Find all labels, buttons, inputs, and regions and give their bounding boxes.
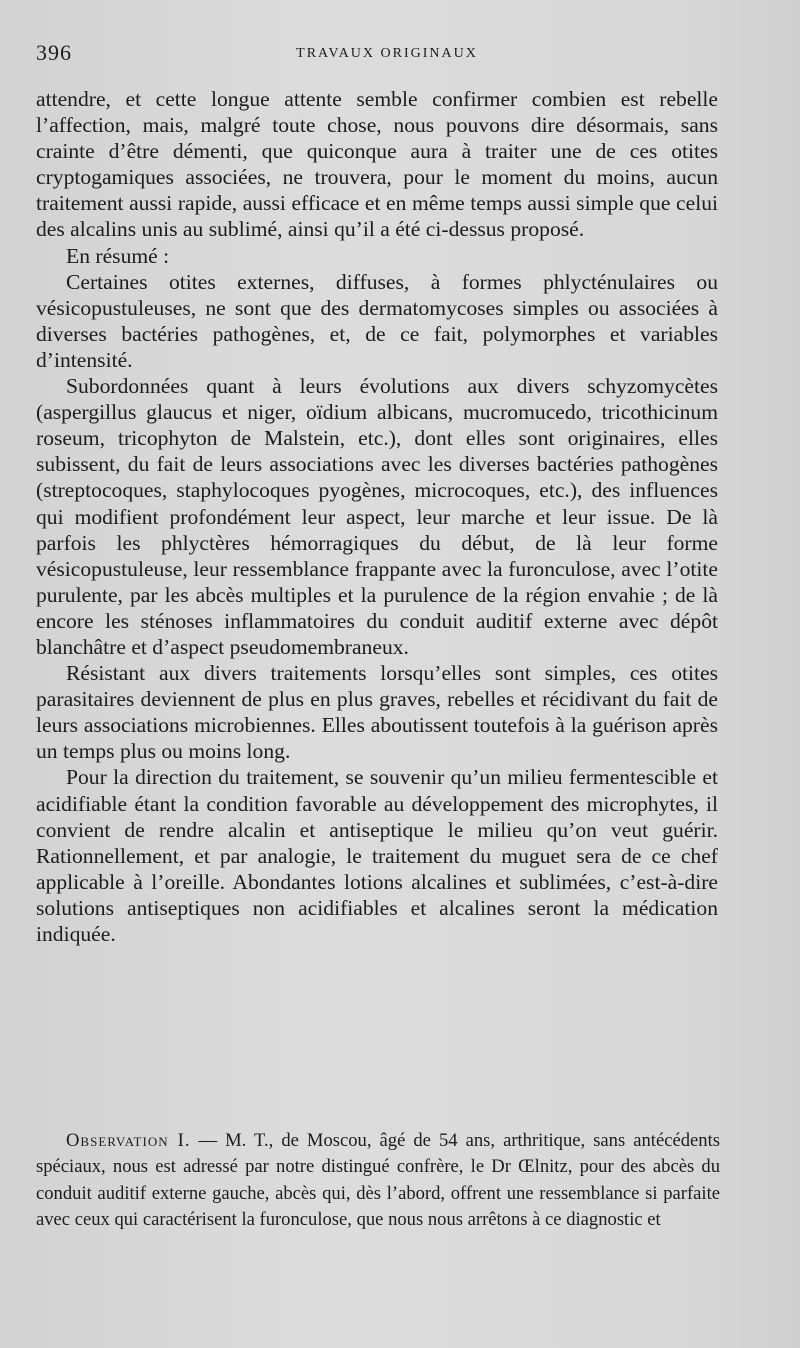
observation-paragraph [36, 1128, 720, 1233]
observation-block [36, 1128, 720, 1233]
paragraph-resistant: Résistant aux divers traitements lorsqu’elles sont simples, ces otites parasitaires deviennent de plus en plus graves, rebelles et récidivant du fait de leurs associations microbiennes. Elles aboutissent toutefois à la guérison après un temps plus ou moins long. [36, 661, 718, 764]
paragraph-continuation: attendre, et cette longue attente semble confirmer combien est rebelle l’affection, mais, malgré toute chose, nous pouvons dire désormais, sans crainte d’être démenti, que quiconque aura à traiter une de ces otites cryptogamiques associées, ne trouvera, pour le moment du moins, aucun traitement aussi rapide, aussi efficace et en même temps aussi simple que celui des alcalins unis au sublimé, ainsi qu’il a été ci-dessus proposé. [36, 87, 718, 242]
body-text [36, 86, 718, 947]
paragraph-subordonnees: Subordonnées quant à leurs évolutions aux divers schyzomycètes (aspergillus glaucus et niger, oïdium albicans, mucromucedo, tricothicinum roseum, tricophyton de Malstein, etc.), dont elles sont originaires, elles subissent, du fait de leurs associations avec les diverses bactéries pathogènes (streptocoques, staphylocoques pyogènes, microcoques, etc.), des influences qui modifient profondément leur aspect, leur marche et leur issue. De là parfois les phlyctères hémorragiques du début, de là leur forme vésicopustuleuse, leur ressemblance frappante avec la furonculose, avec l’otite purulente, par les abcès multiples et la purulence de la région envahie ; de là encore les sténoses inflammatoires du conduit auditif externe avec dépôt blanchâtre et d’aspect pseudomembraneux. [36, 374, 718, 659]
paragraph-traitement: Pour la direction du traitement, se souvenir qu’un milieu fermentescible et acidifiable étant la condition favorable au développement des microphytes, il convient de rendre alcalin et antiseptique le milieu qu’on veut guérir. Rationnellement, et par analogie, le traitement du muguet sera de ce chef applicable à l’oreille. Abondantes lotions alcalines et sublimées, c’est-à-dire solutions antiseptiques non acidifiables et alcalines seront la médication indiquée. [36, 765, 718, 946]
paragraph-certaines-otites: Certaines otites externes, diffuses, à formes phlycténulaires ou vésicopustuleuses, ne sont que des dermatomycoses simples ou associées à diverses bactéries pathogènes, et, de ce fait, polymorphes et variables d’intensité. [36, 269, 718, 372]
page-number: 396 [36, 40, 72, 65]
page-header [36, 40, 738, 70]
observation-label: Observation I. [66, 1130, 191, 1151]
running-title: TRAVAUX ORIGINAUX [296, 46, 478, 61]
paragraph-en-resume: En résumé : [66, 243, 170, 268]
observation-text: — M. T., de Moscou, âgé de 54 ans, arthritique, sans antécédents spéciaux, nous est adressé par notre distingué confrère, le Dr Œlnitz, pour des abcès du conduit auditif externe gauche, abcès qui, dès l’abord, offrent une ressemblance si parfaite avec ceux qui caractérisent la furonculose, que nous nous arrêtons à ce diagnostic et [36, 1130, 720, 1230]
